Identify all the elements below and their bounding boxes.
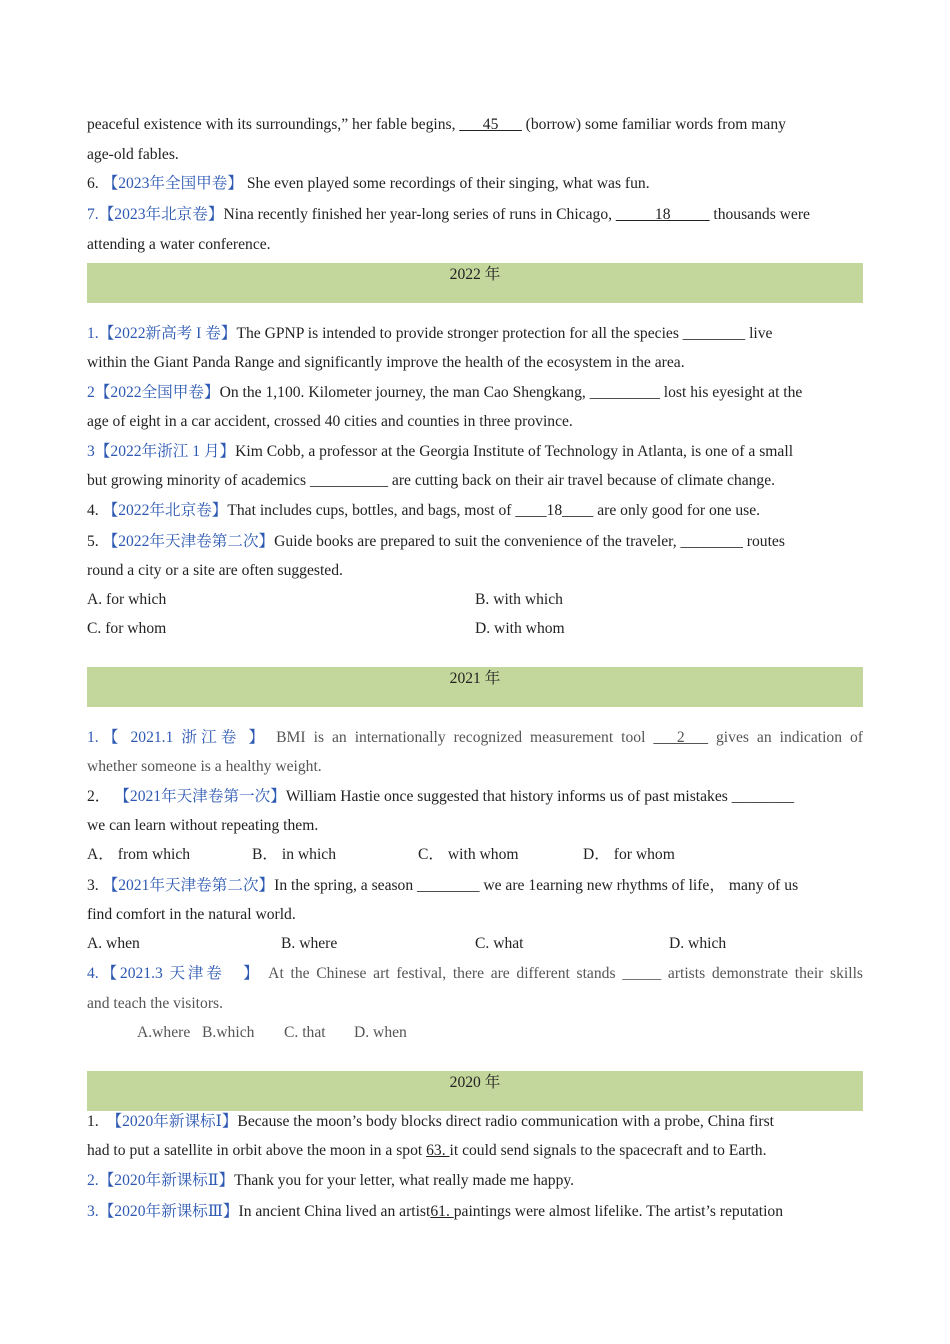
question-number: 2．: [87, 788, 115, 805]
section-header-2020: 2020 年: [87, 1071, 863, 1111]
section-header-2022: 2022 年: [87, 263, 863, 303]
source-tag: 【2022年北京卷】: [102, 502, 228, 519]
option-a[interactable]: A． from which: [87, 846, 191, 863]
question-number: 7.: [87, 206, 99, 223]
question-2023-7-line-2: attending a water conference.: [87, 236, 271, 253]
question-text: On the 1,100. Kilometer journey, the man Cao Shengkang, _________ lost his eyesight at the: [219, 384, 803, 401]
question-text: At the Chinese art festival, there are different stands _____ artists demonstrate their skills: [261, 965, 863, 982]
question-number: 2.: [87, 1172, 99, 1189]
source-tag: 【2021年天津卷第二次】: [102, 877, 275, 894]
question-text: Guide books are prepared to suit the convenience of the traveler, ________ routes: [274, 533, 785, 550]
question-2022-5-line-2: round a city or a site are often suggested.: [87, 562, 343, 579]
intro-line-1: [87, 115, 863, 135]
question-2021-2: [87, 787, 863, 807]
question-number: 1.: [87, 729, 99, 746]
question-2021-4: [87, 964, 863, 984]
question-2023-6: [87, 174, 863, 194]
question-number: 6.: [87, 175, 103, 192]
question-2020-1-line-2: [87, 1141, 863, 1161]
answer-blank-61: 61.: [430, 1203, 454, 1220]
question-text: The GPNP is intended to provide stronger protection for all the species ________ live: [236, 325, 773, 342]
option-b[interactable]: B． in which: [252, 846, 337, 863]
question-2022-2-line-2: age of eight in a car accident, crossed 40 cities and counties in three province.: [87, 413, 573, 430]
answer-blank-2: ___2___: [653, 729, 709, 746]
question-text: She even played some recordings of their singing, what was fun.: [242, 175, 650, 192]
question-2022-4: [87, 501, 863, 521]
option-d[interactable]: D. which: [669, 935, 727, 952]
question-2022-3-line-2: but growing minority of academics __________ are cutting back on their air travel because of climate change.: [87, 472, 776, 489]
source-tag: 【2022全国甲卷】: [94, 384, 220, 401]
intro-line-2: age-old fables.: [87, 146, 179, 163]
section-header-2021: 2021 年: [87, 667, 863, 707]
question-2022-1: [87, 324, 863, 344]
question-2021-1-line-2: whether someone is a healthy weight.: [87, 758, 322, 775]
question-2020-3: [87, 1202, 863, 1222]
question-number: 2: [87, 384, 95, 401]
source-tag: 【2023年全国甲卷】: [102, 175, 243, 192]
answer-blank-63: 63.: [426, 1142, 450, 1159]
question-text: In ancient China lived an artist: [238, 1203, 431, 1220]
question-2020-1: [87, 1112, 863, 1132]
question-2021-3: [87, 876, 863, 896]
source-tag: 【2020年新课标Ⅱ】: [98, 1172, 235, 1189]
source-tag: 【2022年浙江 1 月】: [94, 443, 236, 460]
option-d[interactable]: D． for whom: [583, 846, 675, 863]
question-number: 5.: [87, 533, 103, 550]
question-2022-2: [87, 383, 863, 403]
source-tag: 【2021.3 天津卷 】: [98, 965, 262, 982]
source-tag: 【2020年新课标Ⅲ】: [98, 1203, 239, 1220]
question-text: Thank you for your letter, what really made me happy.: [234, 1172, 575, 1189]
question-text: Kim Cobb, a professor at the Georgia Institute of Technology in Atlanta, is one of a small: [235, 443, 794, 460]
question-text: In the spring, a season ________ we are 1earning new rhythms of life， many of us: [274, 877, 799, 894]
question-text-cont: thousands were: [709, 206, 810, 223]
source-tag: 【2023年北京卷】: [98, 206, 224, 223]
option-d[interactable]: D. with whom: [475, 620, 565, 637]
option-a[interactable]: A. when: [87, 935, 140, 952]
question-text: had to put a satellite in orbit above the moon in a spot: [87, 1142, 427, 1159]
question-2021-2-line-2: we can learn without repeating them.: [87, 817, 319, 834]
intro-text-cont: (borrow) some familiar words from many: [521, 116, 786, 133]
question-2023-7: [87, 205, 863, 225]
option-b[interactable]: B.which: [202, 1024, 255, 1041]
question-text: That includes cups, bottles, and bags, most of ____18____ are only good for one use.: [227, 502, 761, 519]
question-number: 1.: [87, 1113, 115, 1130]
source-tag: 【2020年新课标Ⅰ】: [114, 1113, 238, 1130]
option-a[interactable]: A.where: [137, 1024, 191, 1041]
question-number: 3: [87, 443, 95, 460]
source-tag: 【2022年天津卷第二次】: [102, 533, 275, 550]
question-text: Nina recently finished her year-long series of runs in Chicago,: [223, 206, 616, 223]
source-tag: 【 2021.1 浙江卷 】: [98, 729, 269, 746]
question-2021-3-line-2: find comfort in the natural world.: [87, 906, 296, 923]
option-c[interactable]: C． with whom: [418, 846, 519, 863]
question-text-cont: paintings were almost lifelike. The artist’s reputation: [453, 1203, 783, 1220]
question-text-cont: it could send signals to the spacecraft and to Earth.: [449, 1142, 767, 1159]
intro-text: peaceful existence with its surroundings,” her fable begins,: [87, 116, 460, 133]
question-2022-5: [87, 532, 863, 552]
question-text: BMI is an internationally recognized measurement tool: [268, 729, 654, 746]
question-text: William Hastie once suggested that history informs us of past mistakes ________: [285, 788, 795, 805]
option-a[interactable]: A. for which: [87, 591, 167, 608]
question-text: Because the moon’s body blocks direct radio communication with a probe, China first: [237, 1113, 774, 1130]
question-text-cont: gives an indication of: [708, 729, 863, 746]
question-number: 3.: [87, 1203, 99, 1220]
option-c[interactable]: C. that: [284, 1024, 326, 1041]
option-c[interactable]: C. what: [475, 935, 524, 952]
question-2022-1-line-2: within the Giant Panda Range and significantly improve the health of the ecosystem in the area.: [87, 354, 685, 371]
question-2020-2: [87, 1171, 863, 1191]
question-number: 4.: [87, 502, 103, 519]
answer-blank-45: ___45___: [459, 116, 522, 133]
question-number: 1.: [87, 325, 99, 342]
question-2021-1: [87, 728, 863, 748]
answer-blank-18: _____18_____: [615, 206, 710, 223]
question-number: 3.: [87, 877, 103, 894]
option-c[interactable]: C. for whom: [87, 620, 167, 637]
option-b[interactable]: B. with which: [475, 591, 563, 608]
source-tag: 【2022新高考 I 卷】: [98, 325, 237, 342]
option-b[interactable]: B. where: [281, 935, 338, 952]
question-2021-4-line-2: and teach the visitors.: [87, 995, 223, 1012]
question-2022-3: [87, 442, 863, 462]
option-d[interactable]: D. when: [354, 1024, 407, 1041]
question-number: 4.: [87, 965, 99, 982]
source-tag: 【2021年天津卷第一次】: [114, 788, 286, 805]
